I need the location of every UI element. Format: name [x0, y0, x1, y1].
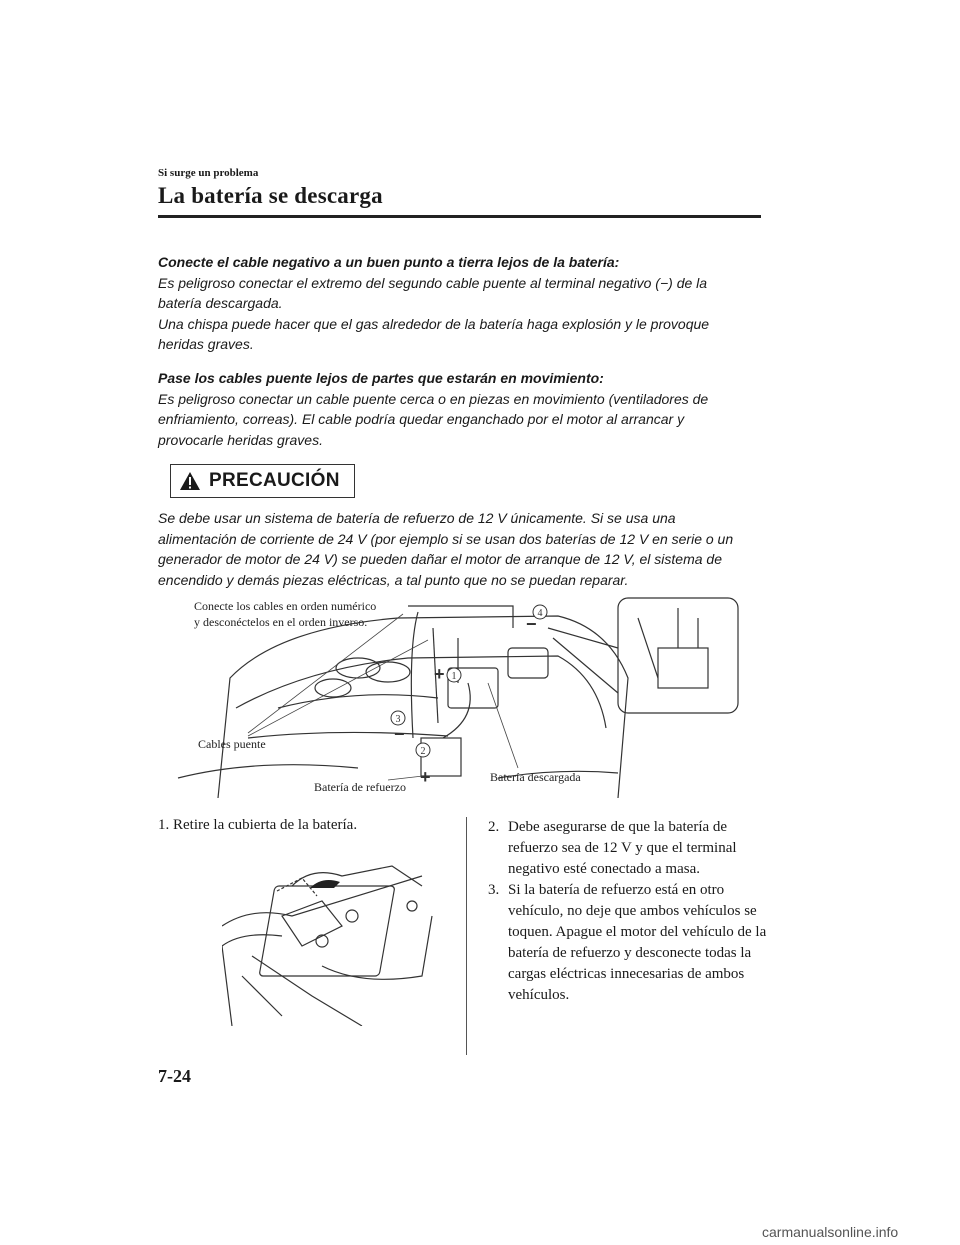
- warning-line: Es peligroso conectar un cable puente cerca o en piezas en movimiento (ventiladores de: [158, 390, 709, 407]
- warning-line: heridas graves.: [158, 336, 254, 352]
- warning-line: provocarle heridas graves.: [158, 431, 323, 448]
- warning-line: enfriamiento, correas). El cable podría quedar enganchado por el motor al arrancar y: [158, 411, 685, 427]
- warning-triangle-icon: [179, 471, 201, 491]
- plus-sign: +: [420, 767, 431, 787]
- column-divider: [466, 817, 467, 1055]
- warning-line: Es peligroso conectar el extremo del segundo cable puente al terminal negativo (−) de la: [158, 274, 708, 291]
- caution-line: alimentación de corriente de 24 V (por ejemplo si se usan dos baterías de 12 V en serie o un: [158, 530, 734, 547]
- battery-cover-illustration: [222, 846, 442, 1026]
- cables-label: Cables puente: [198, 737, 266, 751]
- plus-sign: +: [434, 664, 445, 684]
- marker-2: 2: [420, 746, 426, 757]
- step-number: 1.: [158, 817, 170, 833]
- marker-3: 3: [395, 714, 401, 725]
- dead-battery-label: Batería descargada: [490, 770, 581, 784]
- step-1: [158, 817, 357, 834]
- marker-4: 4: [537, 608, 543, 619]
- minus-sign: −: [394, 724, 405, 744]
- order-label-line: y desconéctelos en el orden inverso.: [194, 615, 368, 629]
- step-text: Debe asegurarse de que la batería de refuerzo sea de 12 V y que el terminal negativo esté conectado a masa.: [508, 819, 737, 877]
- booster-battery-label: Batería de refuerzo: [314, 780, 406, 794]
- order-label-line: Conecte los cables en orden numérico: [194, 599, 377, 613]
- warning-heading: Conecte el cable negativo a un buen punto a tierra lejos de la batería:: [158, 254, 620, 270]
- marker-1: 1: [451, 671, 457, 682]
- step-number: 3.: [488, 882, 500, 898]
- step-2: [488, 817, 768, 880]
- step-text: Retire la cubierta de la batería.: [173, 817, 358, 833]
- section-label: Si surge un problema: [158, 167, 259, 179]
- title-rule: [158, 215, 761, 218]
- step-text: Si la batería de refuerzo está en otro vehículo, no deje que ambos vehículos se toquen. Apague el motor del vehículo de la batería de refuerzo y desconecte todas la cargas eléctricas innecesarias de ambos vehículos.: [508, 882, 767, 1003]
- warning-heading: Pase los cables puente lejos de partes que estarán en movimiento:: [158, 370, 604, 386]
- warning-moving-parts: [158, 368, 758, 450]
- footer-watermark: carmanualsonline.info: [762, 1224, 899, 1240]
- caution-label: PRECAUCIÓN: [209, 470, 340, 491]
- step-3: [488, 880, 768, 1006]
- page-title: La batería se descarga: [158, 183, 383, 208]
- caution-line: encendido y demás piezas eléctricas, a tal punto que no se puedan reparar.: [158, 571, 629, 588]
- warning-line: batería descargada.: [158, 295, 283, 311]
- caution-line: generador de motor de 24 V) se pueden dañar el motor de arranque de 12 V, el sistema de: [158, 551, 722, 567]
- step-number: 2.: [488, 819, 500, 835]
- page-number: 7-24: [158, 1066, 191, 1086]
- minus-sign: −: [526, 614, 537, 634]
- warning-ground: [158, 252, 758, 355]
- warning-line: Una chispa puede hacer que el gas alrededor de la batería haga explosión y le provoque: [158, 315, 710, 332]
- order-label: [194, 598, 376, 630]
- caution-text: [158, 508, 758, 590]
- caution-line: Se debe usar un sistema de batería de refuerzo de 12 V únicamente. Si se usa una: [158, 510, 676, 526]
- caution-banner: [170, 464, 355, 498]
